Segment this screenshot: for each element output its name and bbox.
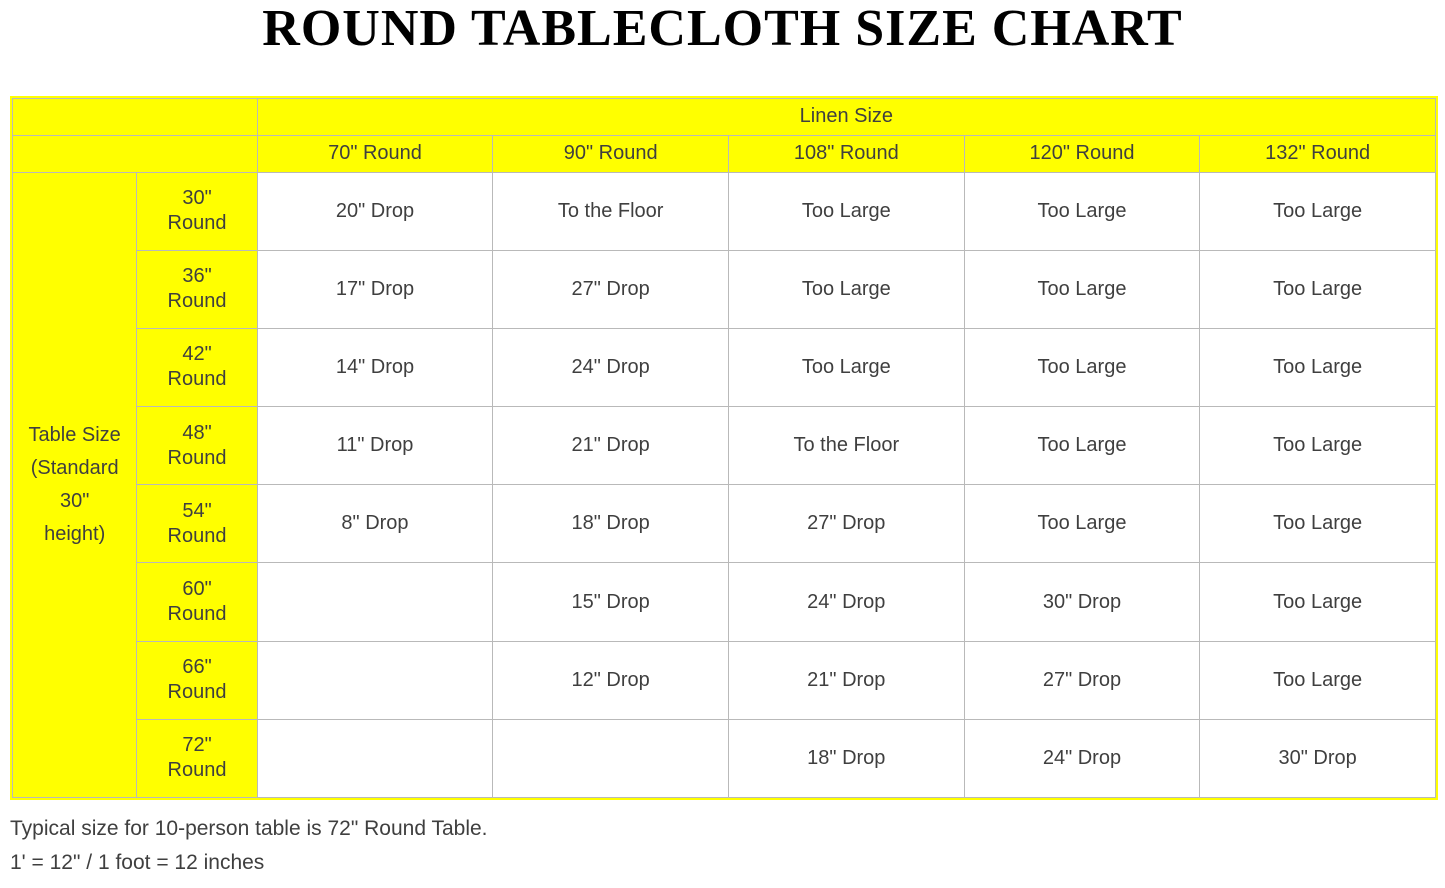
- row-header-72-size: 72": [182, 734, 212, 757]
- footnotes: [10, 812, 1010, 880]
- cell-54-90: 18" Drop: [493, 485, 729, 563]
- row-header-54-size: 54": [182, 499, 212, 522]
- table-row: [13, 641, 1436, 719]
- row-header-54-shape: Round: [167, 524, 227, 547]
- row-header-54: [137, 485, 257, 563]
- column-header-90: 90" Round: [493, 135, 729, 172]
- cell-72-120: 24" Drop: [964, 719, 1200, 797]
- cell-36-70: 17" Drop: [257, 250, 493, 328]
- row-header-36-shape: Round: [167, 290, 227, 313]
- row-header-48-shape: Round: [167, 446, 227, 469]
- size-chart-container: [10, 96, 1438, 800]
- cell-42-90: 24" Drop: [493, 328, 729, 406]
- cell-36-120: Too Large: [964, 250, 1200, 328]
- cell-66-132: Too Large: [1200, 641, 1436, 719]
- round-tablecloth-size-table: [12, 98, 1436, 798]
- cell-54-108: 27" Drop: [728, 485, 964, 563]
- linen-size-group-header: Linen Size: [257, 99, 1435, 136]
- cell-72-132: 30" Drop: [1200, 719, 1436, 797]
- cell-60-132: Too Large: [1200, 563, 1436, 641]
- cell-60-108: 24" Drop: [728, 563, 964, 641]
- corner-blank-cell-2: [13, 135, 258, 172]
- table-row: [13, 250, 1436, 328]
- cell-36-90: 27" Drop: [493, 250, 729, 328]
- cell-66-70: [257, 641, 493, 719]
- cell-30-70: 20" Drop: [257, 172, 493, 250]
- cell-36-132: Too Large: [1200, 250, 1436, 328]
- cell-72-90: [493, 719, 729, 797]
- table-row: [13, 172, 1436, 250]
- cell-66-90: 12" Drop: [493, 641, 729, 719]
- table-size-side-label: [13, 172, 137, 797]
- row-header-42: [137, 328, 257, 406]
- side-label-line-3: 30": [59, 489, 90, 512]
- cell-54-70: 8" Drop: [257, 485, 493, 563]
- cell-42-132: Too Large: [1200, 328, 1436, 406]
- cell-48-70: 11" Drop: [257, 407, 493, 485]
- row-header-30-size: 30": [182, 187, 212, 210]
- cell-42-108: Too Large: [728, 328, 964, 406]
- table-header-group-row: [13, 99, 1436, 136]
- cell-42-70: 14" Drop: [257, 328, 493, 406]
- row-header-72: [137, 719, 257, 797]
- row-header-48: [137, 407, 257, 485]
- table-row: [13, 485, 1436, 563]
- cell-42-120: Too Large: [964, 328, 1200, 406]
- cell-30-90: To the Floor: [493, 172, 729, 250]
- column-header-120: 120" Round: [964, 135, 1200, 172]
- corner-blank-cell: [13, 99, 258, 136]
- column-header-70: 70" Round: [257, 135, 493, 172]
- cell-54-132: Too Large: [1200, 485, 1436, 563]
- cell-60-120: 30" Drop: [964, 563, 1200, 641]
- row-header-30: [137, 172, 257, 250]
- cell-60-70: [257, 563, 493, 641]
- row-header-36-size: 36": [182, 265, 212, 288]
- row-header-60: [137, 563, 257, 641]
- table-column-header-row: [13, 135, 1436, 172]
- cell-48-132: Too Large: [1200, 407, 1436, 485]
- row-header-66-size: 66": [182, 656, 212, 679]
- cell-30-108: Too Large: [728, 172, 964, 250]
- side-label-line-2: (Standard: [30, 456, 119, 479]
- cell-30-132: Too Large: [1200, 172, 1436, 250]
- row-header-42-shape: Round: [167, 368, 227, 391]
- row-header-60-shape: Round: [167, 603, 227, 625]
- row-header-42-size: 42": [182, 343, 212, 366]
- cell-48-90: 21" Drop: [493, 407, 729, 485]
- row-header-48-size: 48": [182, 421, 212, 444]
- cell-30-120: Too Large: [964, 172, 1200, 250]
- row-header-66-shape: Round: [167, 681, 227, 704]
- row-header-30-shape: Round: [167, 212, 227, 235]
- table-row: [13, 328, 1436, 406]
- row-header-36: [137, 250, 257, 328]
- cell-72-108: 18" Drop: [728, 719, 964, 797]
- page-title: ROUND TABLECLOTH SIZE CHART: [262, 0, 1183, 57]
- side-label-line-1: Table Size: [28, 423, 121, 446]
- cell-54-120: Too Large: [964, 485, 1200, 563]
- row-header-72-shape: Round: [167, 759, 227, 782]
- cell-36-108: Too Large: [728, 250, 964, 328]
- footnote-line-2: 1' = 12" / 1 foot = 12 inches: [10, 851, 265, 874]
- row-header-66: [137, 641, 257, 719]
- cell-60-90: 15" Drop: [493, 563, 729, 641]
- cell-48-108: To the Floor: [728, 407, 964, 485]
- cell-48-120: Too Large: [964, 407, 1200, 485]
- side-label-line-4: height): [44, 522, 106, 545]
- cell-72-70: [257, 719, 493, 797]
- table-row: [13, 719, 1436, 797]
- table-row: [13, 407, 1436, 485]
- column-header-132: 132" Round: [1200, 135, 1436, 172]
- cell-66-120: 27" Drop: [964, 641, 1200, 719]
- cell-66-108: 21" Drop: [728, 641, 964, 719]
- footnote-line-1: Typical size for 10-person table is 72" Round Table.: [10, 817, 488, 840]
- row-header-60-size: 60": [182, 578, 212, 600]
- column-header-108: 108" Round: [728, 135, 964, 172]
- table-row: [13, 563, 1436, 641]
